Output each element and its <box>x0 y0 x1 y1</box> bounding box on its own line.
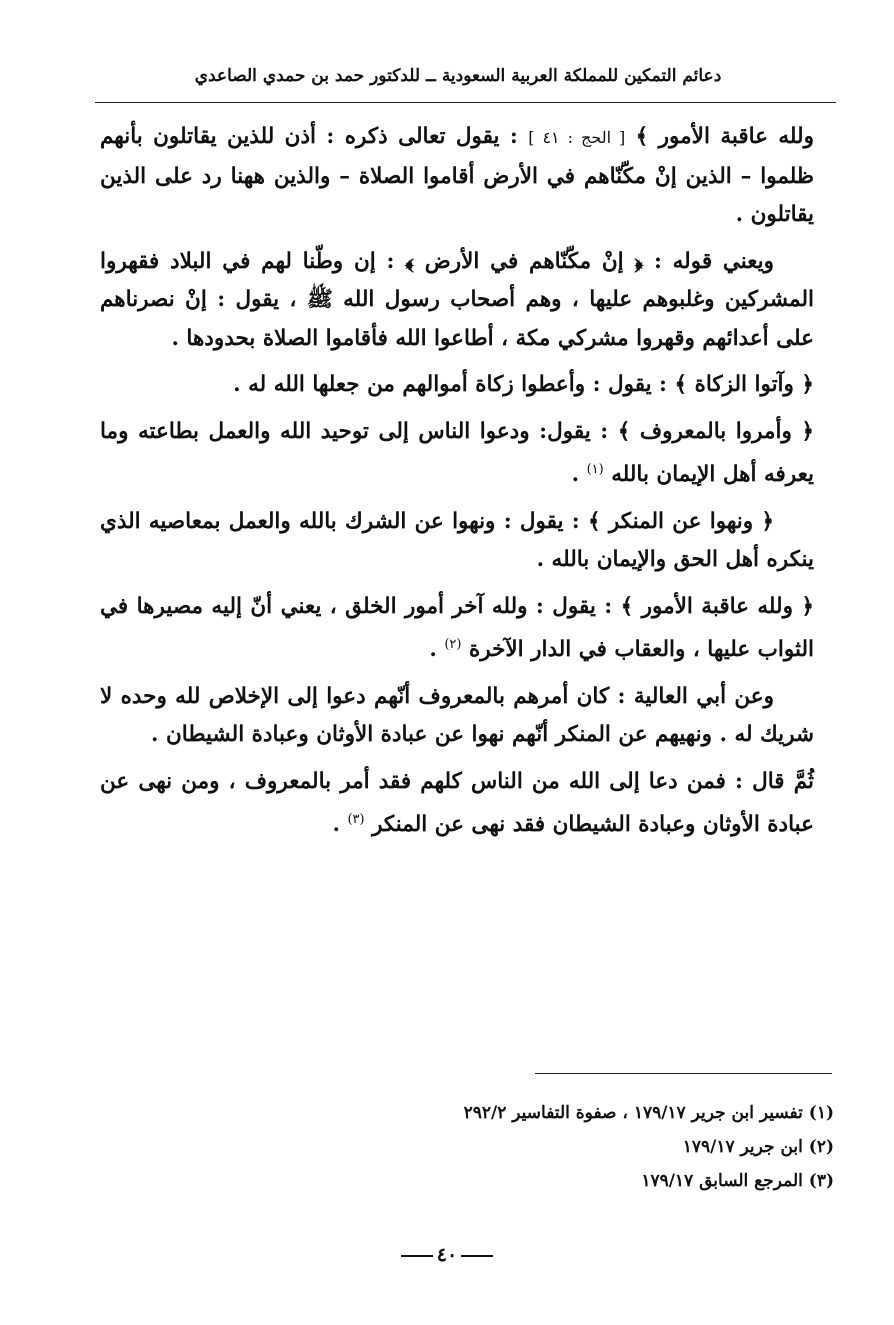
footnote-3: (٣) المرجع السابق ١٧٩/١٧ <box>641 1171 834 1191</box>
footnote-divider <box>535 1073 832 1074</box>
paragraph-7-text: وعن أبي العالية : كان أمرهم بالمعروف أنّهم دعوا إلى الإخلاص لله وحده لا شريك له . ونهيهم عن المنكر أنّهم نهوا عن عبادة الأوثان وعبادة الشيطان . <box>100 683 814 748</box>
paragraph-7 <box>100 678 814 755</box>
page-number: ٤٠ <box>436 1244 458 1266</box>
paragraph-1-text-a: ولله عاقبة الأمور ﴾ <box>625 124 814 149</box>
header-divider <box>95 102 836 103</box>
paragraph-2-text: ويعني قوله : ﴿ إنْ مكّنّاهم في الأرض ﴾ : إن وطّنا لهم في البلاد فقهروا المشركين وغلبوهم عليها ، وهم أصحاب رسول الله ﷺ ، يقول : إنْ نصرناهم على أعدائهم وقهروا مشركي مكة ، أطاعوا الله فأقاموا الصلاة بحدودها . <box>100 248 814 351</box>
paragraph-1 <box>100 118 814 235</box>
paragraph-6-text: ﴿ ولله عاقبة الأمور ﴾ : يقول : ولله آخر أمور الخلق ، يعني أنّ إليه مصيرها في الثواب عليها ، والعقاب في الدار الآخرة <box>100 593 814 663</box>
quran-reference: [ الحج : ٤١ ] <box>528 128 626 147</box>
footnote-1: (١) تفسير ابن جرير ١٧٩/١٧ ، صفوة التفاسير ٢٩٢/٢ <box>463 1103 834 1123</box>
folio-dash-left <box>401 1255 433 1257</box>
page-number-block <box>0 1244 894 1266</box>
paragraph-8-tail: . <box>332 812 348 838</box>
main-text <box>100 118 814 853</box>
paragraph-3-text: ﴿ وآتوا الزكاة ﴾ : يقول : وأعطوا زكاة أموالهم من جعلها الله له . <box>233 372 814 397</box>
footnote-2: (٢) ابن جرير ١٧٩/١٧ <box>682 1137 834 1157</box>
footnote-marker-1: (١) <box>586 462 604 477</box>
paragraph-8 <box>100 763 814 845</box>
paragraph-8-text: ثُمَّ قال : فمن دعا إلى الله من الناس كلهم فقد أمر بالمعروف ، ومن نهى عن عبادة الأوثان وعبادة الشيطان فقد نهى عن المنكر <box>100 768 814 838</box>
paragraph-5-text: ﴿ ونهوا عن المنكر ﴾ : يقول : ونهوا عن الشرك بالله والعمل بمعاصيه الذي ينكره أهل الحق والإيمان بالله . <box>100 508 814 573</box>
footnote-marker-3: (٣) <box>347 812 365 828</box>
paragraph-6-tail: . <box>429 637 445 663</box>
paragraph-2 <box>100 243 814 359</box>
running-header: دعائم التمكين للمملكة العربية السعودية ــ للدكتور حمد بن حمدي الصاعدي <box>194 66 722 86</box>
paragraph-3 <box>100 366 814 405</box>
footnote-marker-2: (٢) <box>444 637 462 653</box>
paragraph-6 <box>100 588 814 670</box>
folio-dash-right <box>461 1255 493 1257</box>
footnotes <box>334 1096 834 1198</box>
paragraph-4 <box>100 413 814 495</box>
paragraph-5 <box>100 503 814 580</box>
paragraph-4-tail: . <box>571 462 587 488</box>
paragraph-1-text-b: : يقول تعالى ذكره : أذن للذين يقاتلون بأنهم ظلموا – الذين إنْ مكّنّاهم في الأرض أقاموا الصلاة – والذين ههنا رد على الذين يقاتلون . <box>100 124 814 227</box>
paragraph-4-text: ﴿ وأمروا بالمعروف ﴾ : يقول: ودعوا الناس إلى توحيد الله والعمل بطاعته وما يعرفه أهل الإيمان بالله <box>100 418 814 488</box>
